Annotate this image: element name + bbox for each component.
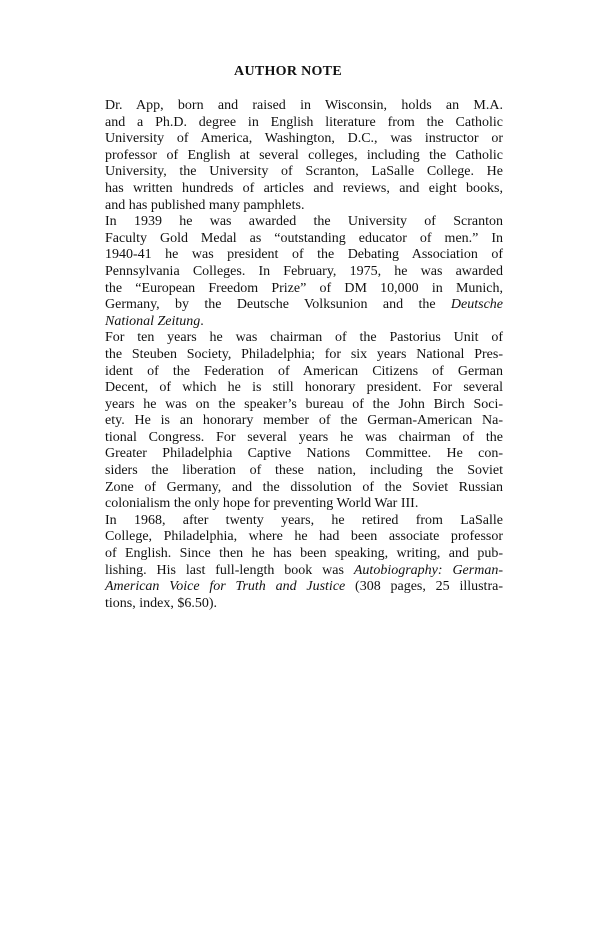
- text-line: and a Ph.D. degree in English literature from the Catholic: [105, 114, 503, 130]
- text-line: Faculty Gold Medal as “outstanding educator of men.” In: [105, 230, 503, 246]
- italic-book-title: Autobiography: German-: [353, 562, 503, 578]
- text-line: colonialism the only hope for preventing World War III.: [105, 496, 419, 512]
- text-line: College, Philadelphia, where he had been associate professor: [105, 529, 503, 545]
- text-line: Pennsylvania Colleges. In February, 1975, he was awarded: [105, 263, 503, 279]
- text-line: years he was on the speaker’s bureau of the John Birch Soci-: [105, 396, 503, 412]
- text-line-with-italic: [73, 563, 503, 580]
- text-line: of English. Since then he has been speaking, writing, and pub-: [105, 546, 503, 562]
- text-line: Zone of Germany, and the dissolution of the Soviet Russian: [105, 479, 503, 495]
- text-line: and has published many pamphlets.: [105, 197, 305, 213]
- text-line: ety. He is an honorary member of the German-American Na-: [105, 413, 503, 429]
- author-note-page: [73, 64, 503, 612]
- text-line: has written hundreds of articles and reviews, and eight books,: [105, 180, 503, 196]
- text-line: Greater Philadelphia Captive Nations Committee. He con-: [105, 446, 503, 462]
- text-segment: lishing. His last full-length book was: [105, 562, 344, 578]
- italic-publication-name: Deutsche: [450, 297, 504, 313]
- page-title: AUTHOR NOTE: [234, 64, 342, 79]
- text-line: professor of English at several colleges, including the Catholic: [105, 147, 503, 163]
- italic-publication-name: National Zeitung: [105, 313, 201, 329]
- text-line: Dr. App, born and raised in Wisconsin, holds an M.A.: [105, 98, 503, 113]
- text-line: the “European Freedom Prize” of DM 10,000 in Munich,: [105, 280, 503, 296]
- text-line: 1940-41 he was president of the Debating Association of: [105, 247, 503, 263]
- text-line: tions, index, $6.50).: [105, 595, 217, 611]
- text-line: In 1968, after twenty years, he retired from LaSalle: [105, 512, 503, 528]
- text-segment: (308 pages, 25 illustra-: [345, 579, 503, 595]
- text-line: In 1939 he was awarded the University of Scranton: [105, 214, 503, 230]
- text-line: tional Congress. For several years he was chairman of the: [105, 429, 503, 445]
- text-line: University, the University of Scranton, LaSalle College. He: [105, 164, 503, 180]
- text-line: Decent, of which he is still honorary president. For several: [105, 380, 503, 396]
- paragraph-3: [73, 330, 503, 513]
- text-line: siders the liberation of these nation, including the Soviet: [105, 463, 503, 479]
- text-segment: Germany, by the Deutsche Volksunion and the: [105, 297, 436, 313]
- paragraph-4: [73, 513, 503, 613]
- italic-book-title: American Voice for Truth and Justice: [105, 579, 346, 595]
- paragraph-1: [73, 98, 503, 214]
- text-line: the Steuben Society, Philadelphia; for six years National Pres-: [105, 346, 503, 362]
- text-line-with-italic: [73, 579, 503, 596]
- text-line-with-italic: National Zeitung.: [105, 313, 204, 329]
- text-line: University of America, Washington, D.C., was instructor or: [105, 131, 503, 147]
- text-line-with-italic: [73, 297, 503, 314]
- text-line: For ten years he was chairman of the Pastorius Unit of: [105, 330, 503, 346]
- text-line: ident of the Federation of American Citizens of German: [105, 363, 503, 379]
- paragraph-2: [73, 214, 503, 330]
